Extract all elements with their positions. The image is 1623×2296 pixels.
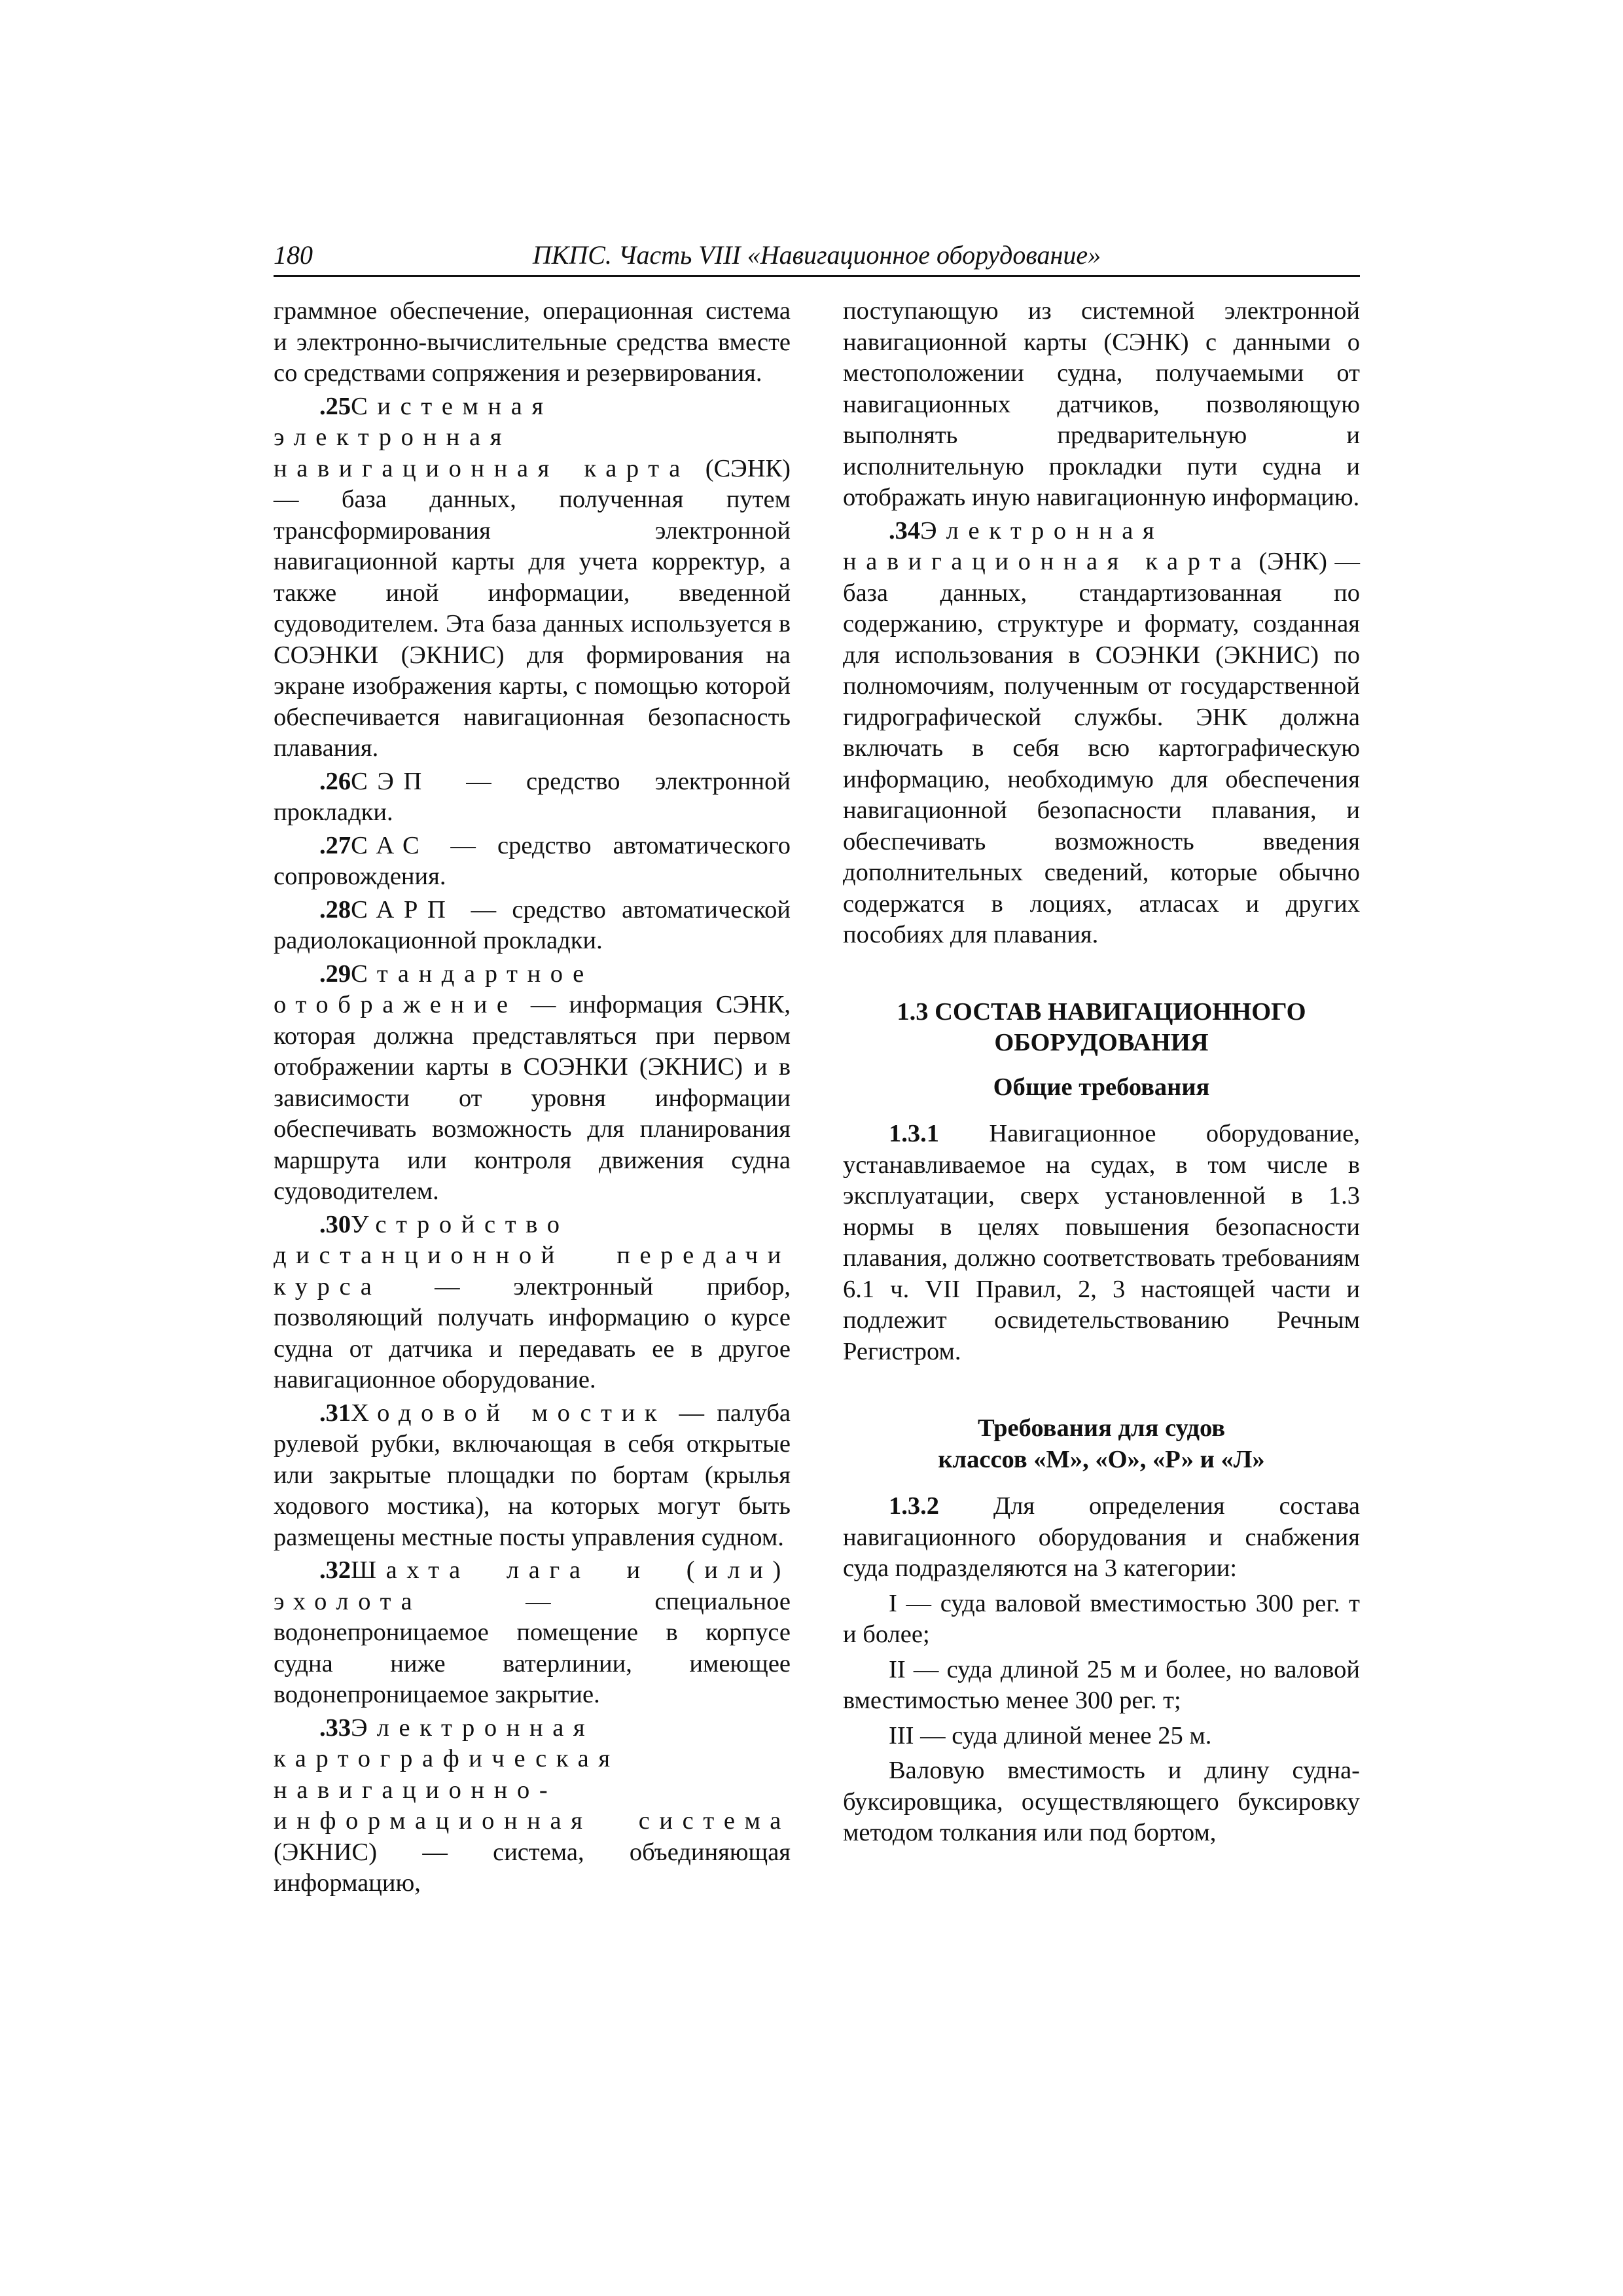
term-name: Стандартное отображение <box>274 960 594 1018</box>
term-26 <box>274 766 791 829</box>
term-name: САРП <box>351 895 455 924</box>
term-name: Электронная навигационная карта <box>843 516 1251 575</box>
term-31 <box>274 1398 791 1554</box>
subheading-classes <box>843 1413 1360 1475</box>
term-definition: — средство автоматической радиолокационной прокладки. <box>274 895 791 954</box>
term-number: .25 <box>319 392 351 420</box>
term-definition: — информация СЭНК, которая должна представляться при первом отображении карты в СОЭНКИ (ЭКНИС) и в зависимости от уровня информации обеспечивать возможность для планирования маршрута или контроля движения судна судоводителем. <box>274 991 791 1205</box>
running-header <box>274 237 1360 277</box>
section-heading: 1.3 СОСТАВ НАВИГАЦИОННОГО ОБОРУДОВАНИЯ <box>897 997 1306 1056</box>
term-definition: — палуба рулевой рубки, включающая в себя открытые или закрытые площадки по бортам (крылья ходового мостика), на которых могут быть размещены местные посты управления судном. <box>274 1399 791 1551</box>
term-name: СЭП <box>351 767 431 795</box>
term-32 <box>274 1555 791 1711</box>
term-34 <box>843 516 1360 951</box>
clause-number: 1.3.1 <box>889 1120 939 1147</box>
left-column <box>274 296 791 1899</box>
term-number: .32 <box>319 1556 351 1584</box>
term-name: Ходовой мостик <box>351 1399 667 1427</box>
term-27 <box>274 831 791 893</box>
category-3: III — суда длиной менее 25 м. <box>889 1721 1212 1749</box>
term-definition: — средство автоматического сопровождения. <box>274 831 791 890</box>
clause-text: Навигационное оборудование, устанавливаемое на судах, в том числе в эксплуатации, сверх установленной в 1.3 нормы в целях повышения безопасности плавания, должно соответствовать требованиям 6.1 ч. VII Правил, 2, 3 настоящей части и подлежит освидетельствованию Речным Регистром. <box>843 1120 1361 1365</box>
paragraph-1-3-1 <box>843 1119 1360 1367</box>
term-number: .30 <box>319 1210 351 1238</box>
running-title: ПКПС. Часть VIII «Навигационное оборудование» <box>532 240 1101 270</box>
clause-number: 1.3.2 <box>889 1492 939 1520</box>
category-1: I — суда валовой вместимостью 300 рег. т и более; <box>843 1589 1360 1648</box>
term-number: .26 <box>319 767 351 795</box>
term-name: САС <box>351 831 429 859</box>
term-name: Электронная картографическая навигационно-информационная система <box>274 1713 791 1835</box>
term-name: Устройство дистанционной передачи курса <box>274 1210 791 1300</box>
term-33 <box>274 1713 791 1899</box>
term-30 <box>274 1210 791 1396</box>
term-name: Системная электронная навигационная карта <box>274 392 690 482</box>
term-number: .34 <box>889 516 921 545</box>
term-definition: (ЭНК) — база данных, стандартизованная по содержанию, структуре и формату, созданная для использования в СОЭНКИ (ЭКНИС) по полномочиям, полученным от государственной гидрографической службы. ЭНК должна включать в себя всю картографическую информацию, необходимую для обеспечения навигационной безопасности плавания, и обеспечивать возможность введения дополнительных сведений, которые обычно содержатся в лоциях, атласах и других пособиях для плавания. <box>843 548 1360 948</box>
term-definition: — специальное водонепроницаемое помещение в корпусе судна ниже ватерлинии, имеющее водонепроницаемое закрытие. <box>274 1587 791 1708</box>
paragraph-last: Валовую вместимость и длину судна-буксировщика, осуществляющего буксировку методом толкания или под бортом, <box>843 1757 1360 1846</box>
term-29 <box>274 959 791 1208</box>
term-number: .33 <box>319 1713 351 1742</box>
subheading-line: классов «М», «О», «Р» и «Л» <box>938 1445 1265 1473</box>
paragraph-continued: поступающую из системной электронной навигационной карты (СЭНК) с данными о местоположении судна, получаемыми от навигационных датчиков, позволяющую выполнять предварительную и исполнительную прокладки пути судна и отображать иную навигационную информацию. <box>843 297 1360 511</box>
subheading-general: Общие требования <box>993 1073 1210 1101</box>
clause-text: Для определения состава навигационного оборудования и снабжения суда подразделяются на 3 категории: <box>843 1492 1360 1582</box>
term-definition: — средство электронной прокладки. <box>274 767 791 826</box>
page-number: 180 <box>274 240 313 270</box>
paragraph-1-3-2 <box>843 1491 1360 1585</box>
term-number: .27 <box>319 831 351 859</box>
term-definition: (ЭКНИС) — система, объединяющая информацию, <box>274 1838 791 1897</box>
term-25 <box>274 391 791 764</box>
right-column <box>843 296 1360 1849</box>
paragraph-intro: граммное обеспечение, операционная система и электронно-вычислительные средства вместе со средствами сопряжения и резервирования. <box>274 297 791 387</box>
category-2: II — суда длиной 25 м и более, но валовой вместимостью менее 300 рег. т; <box>843 1655 1360 1714</box>
term-definition: (СЭНК) — база данных, полученная путем трансформирования электронной навигационной карты для учета корректур, а также иной информации, введенной судоводителем. Эта база данных используется в СОЭНКИ (ЭКНИС) для формирования на экране изображения карты, с помощью которой обеспечивается навигационная безопасность плавания. <box>274 454 791 762</box>
term-definition: — электронный прибор, позволяющий получать информацию о курсе судна от датчика и передавать ее в другое навигационное оборудование. <box>274 1272 791 1393</box>
term-28 <box>274 895 791 957</box>
term-name: Шахта лага и (или) эхолота <box>274 1556 791 1615</box>
term-number: .29 <box>319 960 351 988</box>
term-number: .31 <box>319 1399 351 1427</box>
term-number: .28 <box>319 895 351 924</box>
subheading-line: Требования для судов <box>977 1414 1226 1442</box>
